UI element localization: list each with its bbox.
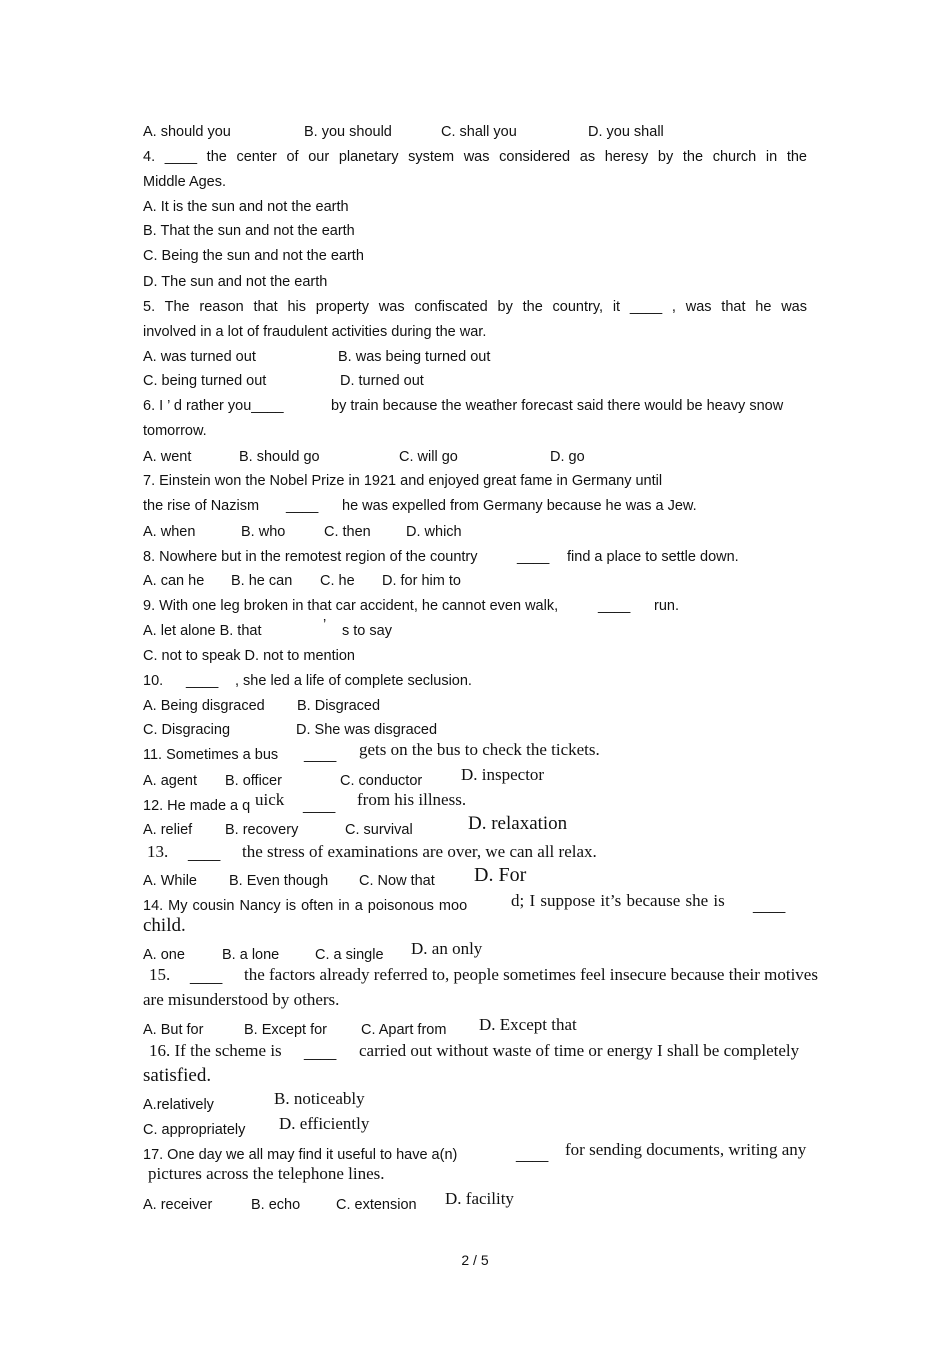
q7-stem-part1: the rise of Nazism xyxy=(143,498,260,514)
q10-option-c: C. Disgracing xyxy=(143,722,231,738)
q14-option-d: D. an only xyxy=(411,939,483,958)
q8-stem-part2: find a place to settle down. xyxy=(567,549,739,565)
q17-option-d: D. facility xyxy=(445,1189,514,1208)
q12-option-d: D. relaxation xyxy=(468,813,568,834)
q3-option-a: A. should you xyxy=(143,124,231,140)
q9-stem-part2: run. xyxy=(654,598,679,614)
q5-option-a: A. was turned out xyxy=(143,349,256,365)
q9-option-a-b: A. let alone B. that xyxy=(143,623,262,639)
q6-option-c: C. will go xyxy=(399,449,458,465)
q6-stem-part2: by train because the weather forecast said there would be heavy snow xyxy=(331,398,784,414)
q16-option-b: B. noticeably xyxy=(274,1089,365,1108)
q15-option-a: A. But for xyxy=(143,1022,204,1038)
q16-option-c: C. appropriately xyxy=(143,1122,246,1138)
q9-stem-part1: 9. With one leg broken in that car accident, he cannot even walk, xyxy=(143,598,559,614)
q11-option-d: D. inspector xyxy=(461,765,545,784)
q15-number: 15. xyxy=(149,965,171,984)
q13-blank: ____ xyxy=(188,846,221,862)
q8-option-b: B. he can xyxy=(231,573,293,589)
q6-option-d: D. go xyxy=(550,449,585,465)
q5-option-b: B. was being turned out xyxy=(338,349,491,365)
q11-blank: ____ xyxy=(304,747,337,763)
q15-stem-part2: the factors already referred to, people sometimes feel insecure because their motives xyxy=(244,965,818,984)
q12-stem-part2: from his illness. xyxy=(357,790,467,809)
q9-apostrophe: ’ xyxy=(323,617,327,633)
q14-option-c: C. a single xyxy=(315,947,384,963)
q7-stem: 7. Einstein won the Nobel Prize in 1921 and enjoyed great fame in Germany until xyxy=(143,473,663,489)
q17-stem-part1: 17. One day we all may find it useful to have a(n) xyxy=(143,1147,458,1163)
q11-stem-part2: gets on the bus to check the tickets. xyxy=(359,740,600,759)
q5-option-d: D. turned out xyxy=(340,373,424,389)
q14-blank: ____ xyxy=(753,898,786,914)
q10-number: 10. xyxy=(143,673,164,689)
q4-option-d: D. The sun and not the earth xyxy=(143,274,328,290)
q10-option-b: B. Disgraced xyxy=(297,698,381,714)
q15-option-d: D. Except that xyxy=(479,1015,577,1034)
q6-option-b: B. should go xyxy=(239,449,320,465)
q15-option-c: C. Apart from xyxy=(361,1022,447,1038)
q9-options-cd: C. not to speak D. not to mention xyxy=(143,648,355,664)
q17-option-b: B. echo xyxy=(251,1197,301,1213)
q17-stem-part2: for sending documents, writing any xyxy=(565,1140,807,1159)
q11-option-a: A. agent xyxy=(143,773,198,789)
q17-option-a: A. receiver xyxy=(143,1197,213,1213)
q4-option-b: B. That the sun and not the earth xyxy=(143,223,355,239)
q4-option-a: A. It is the sun and not the earth xyxy=(143,199,349,215)
q10-option-a: A. Being disgraced xyxy=(143,698,265,714)
q16-stem-part1: 16. If the scheme is xyxy=(149,1041,282,1060)
q16-stem-cont: satisfied. xyxy=(143,1065,212,1086)
q7-stem-part2: he was expelled from Germany because he was a Jew. xyxy=(342,498,697,514)
q12-option-b: B. recovery xyxy=(225,822,299,838)
q7-option-b: B. who xyxy=(241,524,286,540)
q3-option-d: D. you shall xyxy=(588,124,664,140)
q7-option-a: A. when xyxy=(143,524,196,540)
q11-option-b: B. officer xyxy=(225,773,282,789)
q5-option-c: C. being turned out xyxy=(143,373,267,389)
q14-stem-cont: child. xyxy=(143,915,186,936)
q14-option-a: A. one xyxy=(143,947,185,963)
q3-option-b: B. you should xyxy=(304,124,392,140)
q8-option-d: D. for him to xyxy=(382,573,461,589)
q14-stem-part1b: d; I suppose it’s because she is xyxy=(511,891,725,910)
q16-option-d: D. efficiently xyxy=(279,1114,370,1133)
q17-blank: ____ xyxy=(516,1147,549,1163)
q6-option-a: A. went xyxy=(143,449,192,465)
page-number: 2 / 5 xyxy=(461,1252,489,1268)
q4-option-c: C. Being the sun and not the earth xyxy=(143,248,364,264)
q14-option-b: B. a lone xyxy=(222,947,280,963)
q5-stem: 5. The reason that his property was confiscated by the country, it ____ , was that he was xyxy=(143,299,807,315)
q11-stem-part1: 11. Sometimes a bus xyxy=(143,747,279,763)
q8-option-a: A. can he xyxy=(143,573,205,589)
q4-stem-cont: Middle Ages. xyxy=(143,174,227,190)
q13-option-a: A. While xyxy=(143,873,197,889)
q17-stem-cont: pictures across the telephone lines. xyxy=(148,1164,385,1183)
q8-option-c: C. he xyxy=(320,573,355,589)
q8-blank: ____ xyxy=(517,549,550,565)
q13-option-d: D. For xyxy=(474,864,527,886)
q13-number: 13. xyxy=(147,842,169,861)
q13-stem-part2: the stress of examinations are over, we can all relax. xyxy=(242,842,597,861)
q10-blank: ____ xyxy=(186,673,219,689)
q13-option-c: C. Now that xyxy=(359,873,435,889)
q12-option-c: C. survival xyxy=(345,822,413,838)
q9-blank: ____ xyxy=(598,598,631,614)
q17-option-c: C. extension xyxy=(336,1197,417,1213)
q15-blank: ____ xyxy=(190,969,223,985)
q6-stem-part1: 6. I ’ d rather you____ xyxy=(143,398,284,414)
q9-option-b-cont: s to say xyxy=(342,623,392,639)
q12-stem-part1: 12. He made a q xyxy=(143,798,251,814)
q15-stem-cont: are misunderstood by others. xyxy=(143,990,340,1009)
q12-option-a: A. relief xyxy=(143,822,193,838)
q10-stem-part2: , she led a life of complete seclusion. xyxy=(235,673,472,689)
q12-blank: ____ xyxy=(303,798,336,814)
q16-stem-part2: carried out without waste of time or energy I shall be completely xyxy=(359,1041,800,1060)
q16-option-a: A.relatively xyxy=(143,1097,214,1113)
q4-stem: 4. ____ the center of our planetary system was considered as heresy by the church in the xyxy=(143,149,807,165)
q11-option-c: C. conductor xyxy=(340,773,423,789)
q16-blank: ____ xyxy=(304,1045,337,1061)
q14-stem-part1: 14. My cousin Nancy is often in a poisonous moo xyxy=(143,898,468,914)
q12-stem-part1b: uick xyxy=(255,790,285,809)
q6-stem-cont: tomorrow. xyxy=(143,423,207,439)
q15-option-b: B. Except for xyxy=(244,1022,328,1038)
q7-blank: ____ xyxy=(286,498,319,514)
q13-option-b: B. Even though xyxy=(229,873,329,889)
q5-stem-cont: involved in a lot of fraudulent activities during the war. xyxy=(143,324,487,340)
q7-option-d: D. which xyxy=(406,524,462,540)
q10-option-d: D. She was disgraced xyxy=(296,722,438,738)
q3-option-c: C. shall you xyxy=(441,124,517,140)
q7-option-c: C. then xyxy=(324,524,371,540)
q8-stem-part1: 8. Nowhere but in the remotest region of the country xyxy=(143,549,478,565)
